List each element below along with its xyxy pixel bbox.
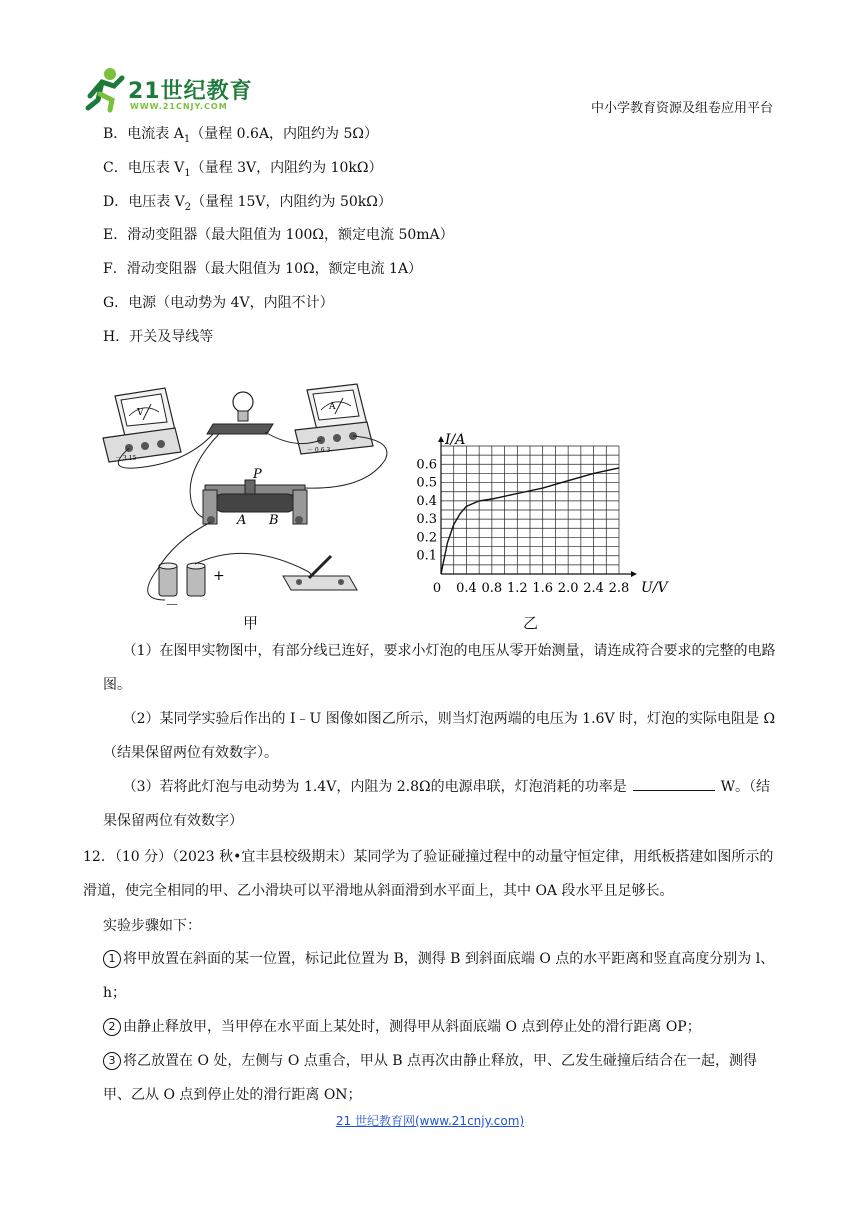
logo-url: WWW.21CNJY.COM xyxy=(130,102,228,111)
question-2: （2）某同学实验后作出的 I﹣U 图像如图乙所示，则当灯泡两端的电压为 1.6V 时，灯泡的实际电阻是 Ω（结果保留两位有效数字）。 xyxy=(103,711,776,761)
question-3: （3）若将此灯泡与电动势为 1.4V，内阻为 2.8Ω的电源串联，灯泡消耗的功率是 W。（结果保留两位有效数字） xyxy=(103,770,779,838)
question-12-intro: 12．（10 分）（2023 秋•宜丰县校级期末）某同学为了验证碰撞过程中的动量守恒定律，用纸板搭建如图所示的滑道，使完全相同的甲、乙小滑块可以平滑地从斜面滑到水平面上，其中 OA 段水平且足够长。 xyxy=(83,849,774,899)
x-tick-label: 1.6 xyxy=(532,581,554,596)
y-axis-arrow xyxy=(438,436,444,442)
step-1-number: 1 xyxy=(103,950,121,968)
step-3-number: 3 xyxy=(103,1052,121,1070)
option-d: D．电压表 $V_2$（量程 15V，内阻约为 50kΩ） xyxy=(103,194,392,213)
footer-link[interactable]: 21 世纪教育网(www.21cnjy.com) xyxy=(335,1114,525,1128)
answer-blank xyxy=(633,776,715,791)
x-tick-label: 0.8 xyxy=(481,581,503,596)
option-f: F．滑动变阻器（最大阻值为 10Ω，额定电流 1A） xyxy=(103,261,423,277)
x-axis-arrow xyxy=(631,571,637,577)
x-tick-label: 2.0 xyxy=(557,581,579,596)
x-tick-label: 0 xyxy=(432,581,442,596)
rheostat-a-label: A xyxy=(237,513,247,528)
logo-title: 21世纪教育 xyxy=(128,79,253,104)
rheostat-p-label: P xyxy=(253,467,262,482)
voltmeter-icon xyxy=(103,388,181,462)
figure-left-caption: 甲 xyxy=(243,614,259,632)
option-h: H．开关及导线等 xyxy=(103,329,214,345)
header-logo xyxy=(80,66,260,116)
step-2-number: 2 xyxy=(103,1018,121,1036)
figure-right-caption: 乙 xyxy=(523,614,539,632)
y-tick-label: 0.1 xyxy=(416,548,437,564)
battery-icon xyxy=(159,563,205,596)
option-e: E．滑动变阻器（最大阻值为 100Ω，额定电流 50mA） xyxy=(103,227,454,243)
y-tick-label: 0.2 xyxy=(416,530,437,546)
ammeter-terminals: － 0.6 3 xyxy=(307,447,331,454)
x-tick-label: 2.8 xyxy=(608,581,630,596)
header-platform-text: 中小学教育资源及组卷应用平台 xyxy=(590,101,773,116)
voltmeter-label: V xyxy=(137,408,144,418)
rheostat-icon xyxy=(203,480,307,524)
x-axis-label: U/V xyxy=(641,580,668,596)
y-tick-label: 0.5 xyxy=(416,475,437,491)
x-tick-label: 2.4 xyxy=(583,581,604,596)
y-axis-label: I/A xyxy=(445,432,466,448)
x-tick-label: 1.2 xyxy=(506,581,528,596)
y-tick-label: 0.6 xyxy=(416,457,437,473)
battery-plus-label: + xyxy=(213,568,225,584)
step-1: 1 将甲放置在斜面的某一位置，标记此位置为 B，测得 B 到斜面底端 O 点的水平距离和竖直高度分别为 l、h； xyxy=(103,951,775,1001)
option-b: B．电流表 $A_1$（量程 0.6A，内阻约为 5Ω） xyxy=(103,126,379,145)
iu-chart xyxy=(405,432,668,604)
switch-icon xyxy=(283,556,357,590)
y-tick-label: 0.3 xyxy=(416,512,437,528)
steps-title: 实验步骤如下： xyxy=(103,918,201,934)
step-3: 3 将乙放置在 O 处，左侧与 O 点重合，甲从 B 点再次由静止释放，甲、乙发生碰撞后结合在一起，测得甲、乙从 O 点到停止处的滑行距离 ON； xyxy=(103,1053,757,1103)
lamp-icon xyxy=(207,392,273,434)
ammeter-label: A xyxy=(329,402,336,412)
circuit-diagram xyxy=(95,380,405,614)
rheostat-b-label: B xyxy=(269,513,279,528)
option-g: G．电源（电动势为 4V，内阻不计） xyxy=(103,295,334,311)
voltmeter-terminals: － 3 15 xyxy=(115,455,137,462)
x-tick-label: 0.4 xyxy=(456,581,477,596)
battery-minus-label: － xyxy=(165,598,179,614)
question-1: （1）在图甲实物图中，有部分线已连好，要求小灯泡的电压从零开始测量，请连成符合要求的完整的电路图。 xyxy=(103,643,776,693)
option-c: C．电压表 $V_1$（量程 3V，内阻约为 10kΩ） xyxy=(103,160,383,179)
step-2: 2 由静止释放甲，当甲停在水平面上某处时，测得甲从斜面底端 O 点到停止处的滑行距离 OP； xyxy=(103,1010,779,1044)
y-tick-label: 0.4 xyxy=(416,493,437,509)
